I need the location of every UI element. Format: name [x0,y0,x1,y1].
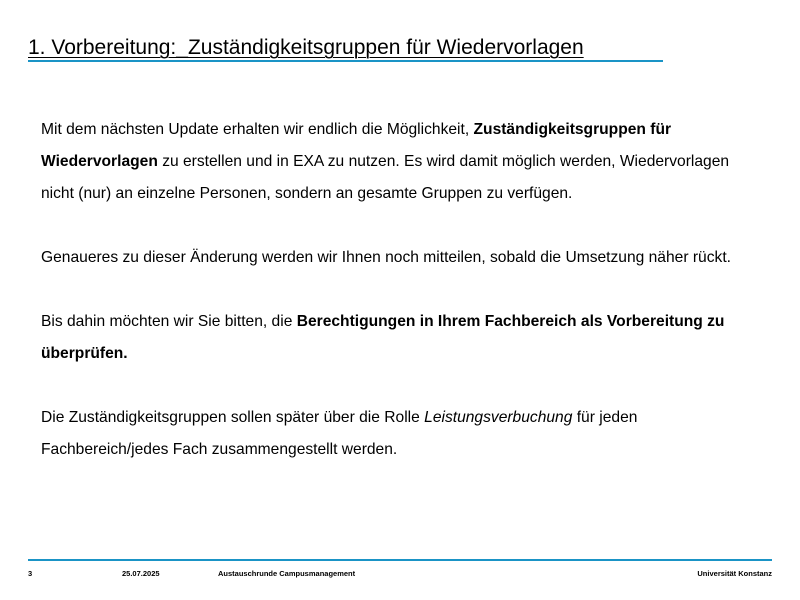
slide-title: 1. Vorbereitung:_Zuständigkeitsgruppen für Wiedervorlagen [28,36,584,59]
title-underline-rule [28,60,663,62]
paragraph-4 [41,402,761,466]
paragraph-3-text-a: Bis dahin möchten wir Sie bitten, die [41,313,297,330]
paragraph-1-text-c: zu erstellen und in EXA zu nutzen. Es wird damit möglich werden, Wiedervorlagen nicht (nur) an einzelne Personen, sondern an gesamte Gruppen zu verfügen. [41,153,730,202]
footer-rule [28,559,772,561]
footer-date: 25.07.2025 [122,569,160,578]
paragraph-1-text-a: Mit dem nächsten Update erhalten wir endlich die Möglichkeit, [41,121,474,138]
paragraph-1 [41,114,761,210]
slide-body [41,114,761,498]
footer-page-number: 3 [28,569,33,578]
paragraph-3 [41,306,761,370]
paragraph-2 [41,242,761,274]
paragraph-4-text-c: für jeden Fachbereich/jedes Fach zusammengestellt werden. [41,409,638,458]
paragraph-4-italic: Leistungsverbuchung [424,409,573,426]
paragraph-3-bold: Berechtigungen in Ihrem Fachbereich als Vorbereitung zu überprüfen. [41,313,725,362]
paragraph-4-text-a: Die Zuständigkeitsgruppen sollen später über die Rolle [41,409,425,426]
paragraph-2-text: Genaueres zu dieser Änderung werden wir Ihnen noch mitteilen, sobald die Umsetzung näher rückt. [41,249,731,266]
paragraph-1-bold: Zuständigkeitsgruppen für Wiedervorlagen [41,121,672,170]
footer-event: Austauschrunde Campusmanagement [218,569,356,578]
footer-organization: Universität Konstanz [697,569,772,578]
